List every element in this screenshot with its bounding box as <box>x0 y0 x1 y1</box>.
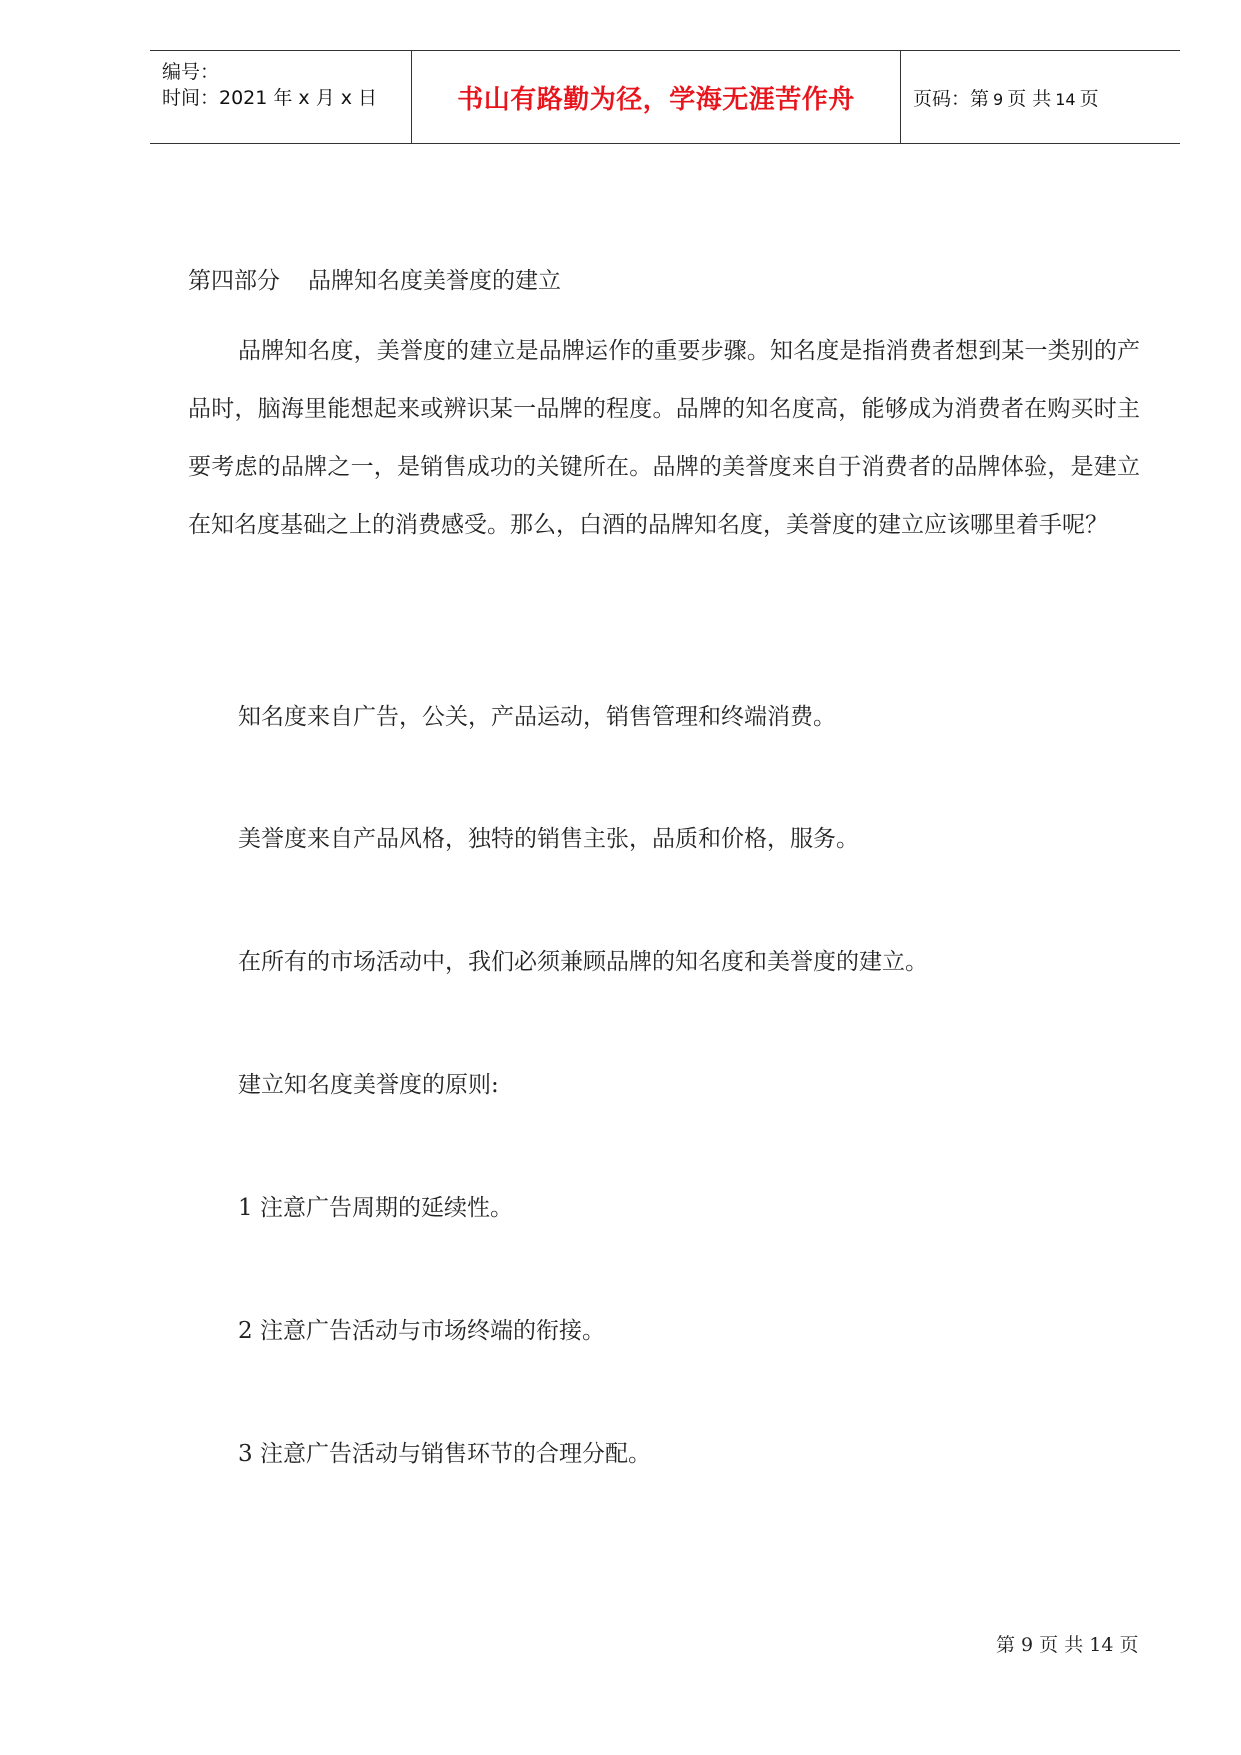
section-title: 品牌知名度美誉度的建立 <box>308 268 561 294</box>
paragraph-balance: 在所有的市场活动中，我们必须兼顾品牌的知名度和美誉度的建立。 <box>238 949 928 975</box>
page-current: 9 <box>993 89 1004 109</box>
list-item: 3 注意广告活动与销售环节的合理分配。 <box>238 1441 651 1467</box>
intro-paragraph: 品牌知名度，美誉度的建立是品牌运作的重要步骤。知名度是指消费者想到某一类别的产品时，脑海里能想起来或辨识某一品牌的程度。品牌的知名度高，能够成为消费者在购买时主要考虑的品牌之一，是销售成功的关键所在。品牌的美誉度来自于消费者的品牌体验，是建立在知名度基础之上的消费感受。那么，白酒的品牌知名度，美誉度的建立应该哪里着手呢？ <box>188 338 1140 538</box>
page-middle: 页 共 <box>1007 87 1052 110</box>
header-motto-cell <box>412 51 901 143</box>
page-prefix: 页码：第 <box>913 87 990 110</box>
page-total: 14 <box>1055 89 1076 109</box>
header-motto: 书山有路勤为径，学海无涯苦作舟 <box>457 84 855 115</box>
paragraph-principles-heading: 建立知名度美誉度的原则: <box>238 1072 499 1098</box>
list-item: 1 注意广告周期的延续性。 <box>238 1195 513 1221</box>
header-page-cell <box>901 51 1180 143</box>
document-header <box>150 50 1180 144</box>
paragraph-awareness-source: 知名度来自广告，公关，产品运动，销售管理和终端消费。 <box>238 704 836 730</box>
document-number-label: 编号： <box>162 61 220 83</box>
list-item: 2 注意广告活动与市场终端的衔接。 <box>238 1318 605 1344</box>
paragraph-reputation-source: 美誉度来自产品风格，独特的销售主张，品质和价格，服务。 <box>238 826 859 852</box>
document-time-label: 时间：2021 年 x 月 x 日 <box>162 87 378 109</box>
section-part: 第四部分 <box>188 268 280 294</box>
page-suffix: 页 <box>1079 87 1099 110</box>
header-page-indicator <box>913 84 1099 111</box>
footer-page-number: 第 9 页 共 14 页 <box>996 1634 1139 1656</box>
section-heading <box>188 262 561 295</box>
header-meta-cell <box>150 51 412 143</box>
